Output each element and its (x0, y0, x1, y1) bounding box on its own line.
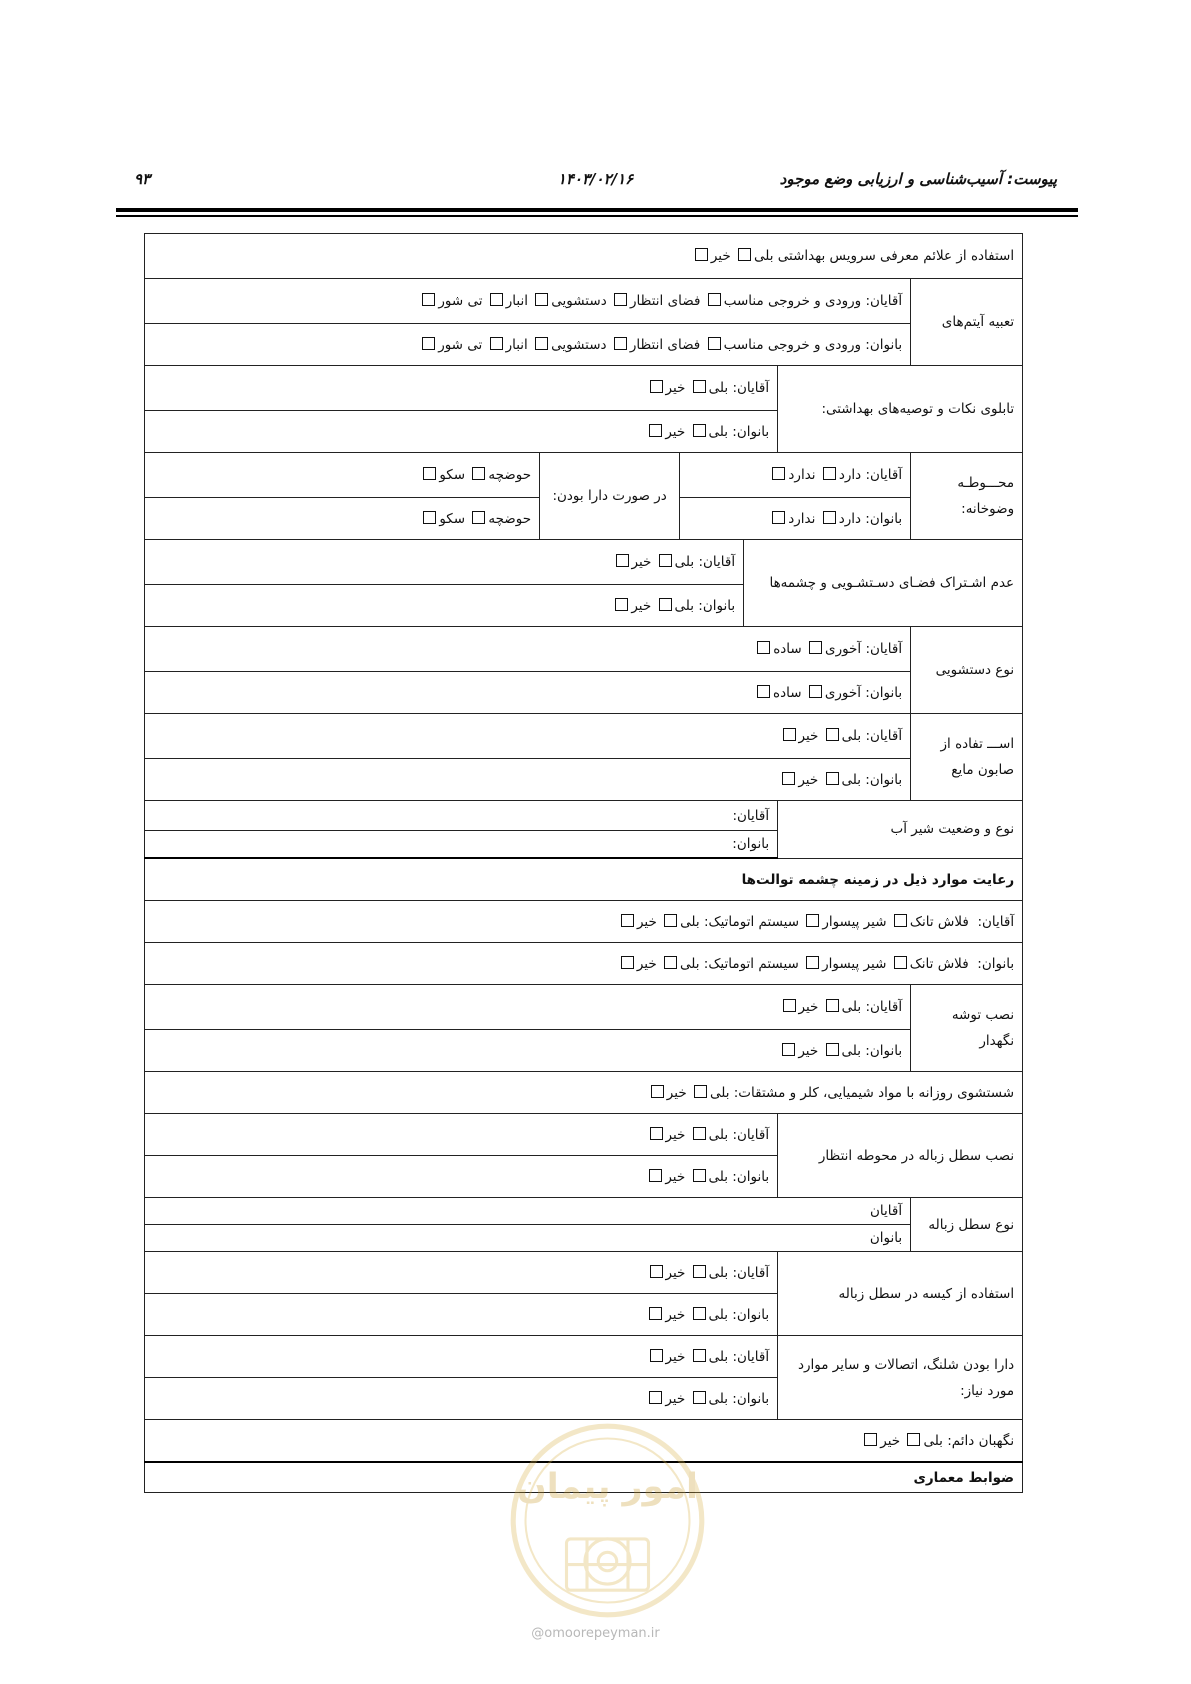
yes-label: بلی (923, 1432, 943, 1449)
ablution-men-hasnot-checkbox[interactable] (772, 467, 785, 480)
waiting-bin-men-yes-checkbox[interactable] (693, 1127, 706, 1140)
basin-label: حوضچه (488, 467, 532, 483)
row-tap-men (145, 801, 1023, 831)
yes-label: بلی (708, 1306, 728, 1323)
women-label: بانوان: (732, 1168, 770, 1185)
women-label: بانوان: (732, 423, 770, 440)
yes-label: بلی (841, 728, 862, 744)
no-label: خیر (665, 423, 686, 440)
hose-label: دارا بودن شلنگ، اتصالات و سایر موارد مورد نیاز: (778, 1336, 1023, 1420)
yes-label: بلی (708, 1168, 728, 1185)
tap-label: نوع و وضعیت شیر آب (778, 801, 1023, 859)
yes-label: بلی (708, 423, 728, 440)
items-women-storage-checkbox[interactable] (490, 337, 503, 350)
yes-label: بلی (708, 380, 729, 396)
mop-label: تی شور (438, 293, 483, 309)
items-label: تعبیه آیتم‌های (911, 279, 1023, 366)
items-men-mop-checkbox[interactable] (422, 293, 435, 306)
trough-label: آخوری (825, 641, 862, 657)
no-label: خیر (798, 728, 819, 744)
yes-label: بلی (708, 1264, 729, 1281)
men-label: آقایان: (732, 1348, 770, 1365)
mop-label: تی شور (438, 336, 483, 353)
has-not-label: ندارد (788, 510, 816, 527)
yes-label: بلی (708, 1126, 729, 1143)
yes-label: بلی (674, 597, 694, 614)
women-label: بانوان: (865, 771, 903, 788)
yes-label: بلی (708, 1390, 728, 1407)
toilet-women-no-checkbox[interactable] (621, 956, 634, 969)
towel-men-yes-checkbox[interactable] (826, 999, 839, 1012)
toilet-women-flush-checkbox[interactable] (894, 956, 907, 969)
toilet-women-bidet-checkbox[interactable] (806, 956, 819, 969)
watermark-logo (505, 1418, 710, 1623)
yes-label: بلی (674, 554, 695, 570)
row-items-women (145, 324, 1023, 366)
board-men-yes-checkbox[interactable] (693, 380, 706, 393)
waiting-area-label: فضای انتظار (630, 293, 701, 309)
no-label: خیر (631, 597, 652, 614)
women-label: بانوان: (732, 1306, 770, 1323)
toilet-women-yes-checkbox[interactable] (664, 956, 677, 969)
soap-women-no-checkbox[interactable] (782, 772, 795, 785)
has-not-label: ندارد (788, 467, 816, 483)
row-bin-bag-men (145, 1252, 1023, 1294)
watermark-text: امور پیمان (517, 1466, 698, 1507)
no-label: خیر (665, 1306, 686, 1323)
daily-wash-label: شستشوی روزانه با مواد شیمیایی، کلر و مشتقات: (733, 1084, 1015, 1101)
bidet-label: شیر پیسوار (822, 913, 887, 930)
no-label: خیر (636, 913, 657, 930)
basin-label: حوضچه (488, 510, 532, 527)
men-label: آقایان: (865, 728, 903, 744)
waiting-bin-women-no-checkbox[interactable] (649, 1169, 662, 1182)
ablution-men-basin-checkbox[interactable] (472, 467, 485, 480)
row-shared-men (145, 540, 1023, 585)
women-label: بانوان: (732, 1390, 770, 1407)
row-soap-women (145, 759, 1023, 801)
row-sink-women (145, 672, 1023, 714)
items-men-entry: آقایان: ورودی و خروجی مناسب (723, 293, 903, 309)
ablution-men-has-checkbox[interactable] (823, 467, 836, 480)
towel-men-no-checkbox[interactable] (783, 999, 796, 1012)
yes-label: بلی (841, 771, 861, 788)
items-women-entry-checkbox[interactable] (708, 337, 721, 350)
board-label: تابلوی نکات و توصیه‌های بهداشتی: (778, 366, 1023, 453)
signs-no-checkbox[interactable] (695, 248, 708, 261)
ablution-label: محـــوطـه وضوخانه: (911, 453, 1023, 540)
storage-label: انبار (505, 293, 528, 309)
arch-rules-heading: ضوابط معماری (145, 1462, 1023, 1493)
row-toilet-heading (145, 858, 1023, 901)
no-label: خیر (665, 1348, 686, 1365)
men-label: آقایان: (698, 554, 736, 570)
no-label: خیر (665, 1264, 686, 1281)
row-bin-type-men (145, 1198, 1023, 1225)
no-label: خیر (665, 380, 686, 396)
no-label: خیر (798, 999, 819, 1015)
liquid-soap-label: اســـ تفاده از صابون مایع (911, 714, 1023, 801)
no-label: خیر (665, 1126, 686, 1143)
soap-men-yes-checkbox[interactable] (826, 728, 839, 741)
yes-label: بلی (753, 248, 774, 264)
assessment-table (144, 233, 1023, 1493)
sink-women-simple-checkbox[interactable] (757, 685, 770, 698)
ablution-women-has-checkbox[interactable] (823, 511, 836, 524)
row-items-men (145, 279, 1023, 324)
has-label: دارد (838, 510, 861, 527)
towel-label: نصب توشه نگهدار (911, 985, 1023, 1072)
items-women-waiting-checkbox[interactable] (614, 337, 627, 350)
row-towel-women (145, 1030, 1023, 1072)
no-label: خیر (798, 1042, 819, 1059)
trough-label: آخوری (824, 684, 861, 701)
header-date: ۱۴۰۳/۰۲/۱۶ (557, 170, 634, 188)
ablution-women-platform-checkbox[interactable] (423, 511, 436, 524)
women-label: بانوان: (732, 836, 770, 852)
ablution-men-platform-checkbox[interactable] (423, 467, 436, 480)
row-toilet-men (145, 901, 1023, 943)
men-label: آقایان: (977, 913, 1015, 930)
guard-label: نگهبان دائم: (947, 1432, 1015, 1449)
men-label: آقایان: (865, 999, 903, 1015)
yes-label: بلی (680, 913, 700, 930)
ablution-women-hasnot-checkbox[interactable] (772, 511, 785, 524)
sink-men-simple-checkbox[interactable] (757, 641, 770, 654)
hose-women-no-checkbox[interactable] (649, 1391, 662, 1404)
platform-label: سکو (439, 510, 466, 527)
row-sink-men (145, 627, 1023, 672)
row-towel-men (145, 985, 1023, 1030)
toilet-men-bidet-checkbox[interactable] (806, 914, 819, 927)
row-waiting-bin-men (145, 1114, 1023, 1156)
men-label: آقایان: (732, 807, 770, 824)
no-label: خیر (631, 554, 652, 570)
women-label: بانوان: (977, 955, 1015, 972)
women-label: بانوان: (865, 510, 903, 527)
soap-women-yes-checkbox[interactable] (826, 772, 839, 785)
daily-wash-no-checkbox[interactable] (651, 1085, 664, 1098)
no-label: خیر (710, 248, 731, 264)
men-label: آقایان: (732, 1264, 770, 1281)
yes-label: بلی (841, 999, 862, 1015)
shared-women-yes-checkbox[interactable] (659, 598, 672, 611)
items-men-waiting-checkbox[interactable] (614, 293, 627, 306)
toilet-men-flush-checkbox[interactable] (894, 914, 907, 927)
signs-label: استفاده از علائم معرفی سرویس بهداشتی (777, 248, 1015, 264)
men-label: آقایان: (865, 641, 903, 657)
bin-type-label: نوع سطل زباله (911, 1198, 1023, 1252)
items-men-storage-checkbox[interactable] (490, 293, 503, 306)
shared-space-label: عدم اشـتراک فضـای دسـتشـویی و چشمه‌ها (744, 540, 1023, 627)
shared-women-no-checkbox[interactable] (615, 598, 628, 611)
row-daily-wash (145, 1072, 1023, 1114)
footer-credit: @omoorepeyman.ir (531, 1626, 660, 1641)
no-label: خیر (636, 955, 657, 972)
toilet-men-no-checkbox[interactable] (621, 914, 634, 927)
women-label: بانوان (869, 1230, 903, 1246)
row-hose-men (145, 1336, 1023, 1378)
bin-bag-women-no-checkbox[interactable] (649, 1307, 662, 1320)
women-label: بانوان: (698, 597, 736, 614)
bidet-label: شیر پیسوار (822, 955, 887, 972)
men-label: آقایان (870, 1203, 903, 1219)
guard-yes-checkbox[interactable] (907, 1433, 920, 1446)
waiting-bin-men-no-checkbox[interactable] (650, 1127, 663, 1140)
toilet-section-heading: رعایت موارد ذیل در زمینه چشمه توالت‌ها (145, 858, 1023, 901)
bin-bag-label: استفاده از کیسه در سطل زباله (778, 1252, 1023, 1336)
board-men-no-checkbox[interactable] (650, 380, 663, 393)
sink-women-trough-checkbox[interactable] (809, 685, 822, 698)
guard-no-checkbox[interactable] (864, 1433, 877, 1446)
shared-men-yes-checkbox[interactable] (659, 554, 672, 567)
waiting-bin-label: نصب سطل زباله در محوطه انتظار (778, 1114, 1023, 1198)
hose-men-yes-checkbox[interactable] (693, 1349, 706, 1362)
flush-tank-label: فلاش تانک (909, 955, 969, 972)
bin-bag-women-yes-checkbox[interactable] (693, 1307, 706, 1320)
no-label: خیر (798, 771, 819, 788)
men-label: آقایان: (732, 1126, 770, 1143)
soap-men-no-checkbox[interactable] (783, 728, 796, 741)
no-label: خیر (665, 1390, 686, 1407)
auto-system-label: سیستم اتوماتیک: (703, 913, 800, 930)
row-ablution-men (145, 453, 1023, 498)
row-bin-type-women (145, 1225, 1023, 1252)
header-rule-thin (116, 215, 1078, 217)
bin-bag-men-yes-checkbox[interactable] (693, 1265, 706, 1278)
row-signs (145, 234, 1023, 279)
sink-type-label: نوع دستشویی (911, 627, 1023, 714)
signs-yes-checkbox[interactable] (738, 248, 751, 261)
toilet-men-yes-checkbox[interactable] (664, 914, 677, 927)
page-number: ۹۳ (134, 170, 151, 188)
row-toilet-women (145, 943, 1023, 985)
row-soap-men (145, 714, 1023, 759)
if-exists-label: در صورت دارا بودن: (540, 453, 680, 540)
daily-wash-yes-checkbox[interactable] (694, 1085, 707, 1098)
flush-tank-label: فلاش تانک (909, 913, 969, 930)
women-label: بانوان: (865, 1042, 903, 1059)
items-women-washbasin-checkbox[interactable] (535, 337, 548, 350)
waiting-bin-women-yes-checkbox[interactable] (693, 1169, 706, 1182)
no-label: خیر (665, 1168, 686, 1185)
women-label: بانوان: (865, 684, 903, 701)
sink-men-trough-checkbox[interactable] (809, 641, 822, 654)
ablution-women-basin-checkbox[interactable] (472, 511, 485, 524)
washbasin-label: دستشویی (551, 293, 607, 309)
hose-women-yes-checkbox[interactable] (693, 1391, 706, 1404)
board-women-no-checkbox[interactable] (649, 424, 662, 437)
header-title: پیوست: آسیب‌شناسی و ارزیابی وضع موجود (779, 170, 1057, 188)
header-rule-thick (116, 208, 1078, 212)
storage-label: انبار (505, 336, 528, 353)
waiting-area-label: فضای انتظار (629, 336, 701, 353)
board-women-yes-checkbox[interactable] (693, 424, 706, 437)
towel-women-yes-checkbox[interactable] (826, 1043, 839, 1056)
yes-label: بلی (841, 1042, 861, 1059)
no-label: خیر (666, 1084, 687, 1101)
yes-label: بلی (709, 1084, 730, 1101)
towel-women-no-checkbox[interactable] (782, 1043, 795, 1056)
platform-label: سکو (439, 467, 466, 483)
auto-system-label: سیستم اتوماتیک: (703, 955, 799, 972)
simple-label: ساده (773, 641, 802, 657)
men-label: آقایان: (865, 467, 903, 483)
items-women-mop-checkbox[interactable] (422, 337, 435, 350)
row-board-men (145, 366, 1023, 411)
bin-bag-men-no-checkbox[interactable] (650, 1265, 663, 1278)
shared-men-no-checkbox[interactable] (616, 554, 629, 567)
items-men-entry-checkbox[interactable] (708, 293, 721, 306)
items-men-washbasin-checkbox[interactable] (535, 293, 548, 306)
hose-men-no-checkbox[interactable] (650, 1349, 663, 1362)
washbasin-label: دستشویی (551, 336, 607, 353)
yes-label: بلی (679, 955, 700, 972)
men-label: آقایان: (732, 380, 770, 396)
has-label: دارد (838, 467, 862, 483)
simple-label: ساده (773, 684, 802, 701)
no-label: خیر (880, 1432, 901, 1449)
items-women-entry: بانوان: ورودی و خروجی مناسب (723, 336, 903, 353)
yes-label: بلی (708, 1348, 729, 1365)
